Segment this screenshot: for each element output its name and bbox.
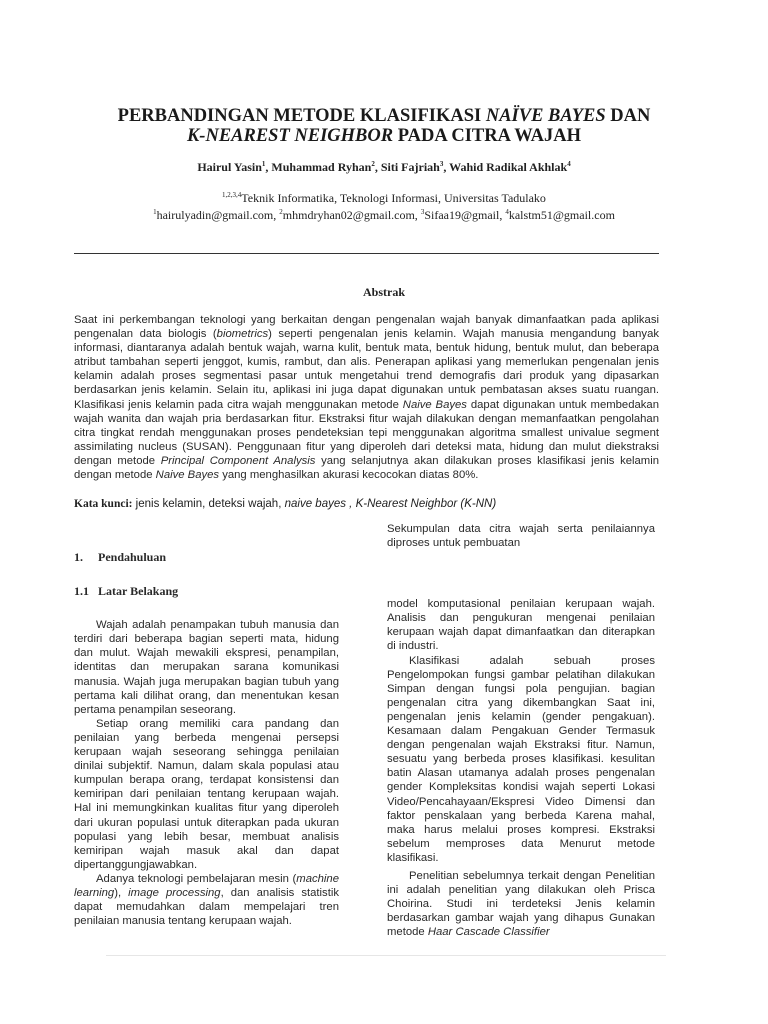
- paragraph: Wajah adalah penampakan tubuh manusia dan terdiri dari beberapa bagian seperti mata, hidung dan mulut. Wajah mewakili ekspresi, penampilan, identitas dan merupakan sarana komunikasi manusia. Wajah juga merupakan bagian tubuh yang pertama kali dilihat orang, dan menentukan kesan pertama penampilan seseorang.: [74, 619, 339, 716]
- paragraph: model komputasional penilaian kerupaan wajah. Analisis dan pengukuran mengenai penilaian kerupaan wajah dapat dimanfaatkan dan diterapkan di industri.: [387, 598, 655, 653]
- paragraph: Klasifikasi adalah sebuah proses Pengelompokan fungsi gambar pelatihan dilakukan Simpan dengan fungsi pola pengujian. bagian pengenalan citra yang dikembangkan Saat ini, pengenalan jenis kelamin (gender pengakuan). Kesamaan dalam Pengakuan Gender Termasuk dengan pengenalan wajah Ekstraksi fitur. Namun, sesuatu yang berbeda proses klasifikasi. kesulitan batin Alasan utamanya adalah proses pengenalan gender Kompleksitas kondisi wajah seperti Lokasi Video/Pencahayaan/Ekspresi Video Dimensi dan faktor penskalaan yang berbeda Karena mahal, maka harus melalui proses kompresi. Ekstraksi sebelum memproses data Menurut metode klasifikasi.: [387, 654, 655, 864]
- paragraph: Adanya teknologi pembelajaran mesin (machine learning), image processing, dan analisis statistik dapat memudahkan dalam mempelajari tren penilaian manusia tentang kerupaan wajah.: [74, 872, 339, 928]
- author: Muhammad Ryhan$^2$,: [271, 160, 381, 174]
- author: Wahid Radikal Akhlak$^4$: [449, 160, 571, 174]
- footer-divider: [106, 955, 666, 956]
- author-list: [60, 160, 708, 175]
- right-column: [387, 522, 655, 939]
- left-column: [74, 550, 339, 928]
- abstract-heading: Abstrak: [362, 285, 405, 299]
- paragraph: Setiap orang memiliki cara pandang dan penilaian yang berbeda mengenai persepsi kerupaan wajah seseorang sehingga penilaian dinilai subjektif. Namun, dalam skala populasi atau kumpulan berapa orang, terdapat konsistensi dan kemiripan dari penilaian tentang kerupaan wajah. Hal ini memungkinkan kualitas fitur yang diperoleh dari ukuran populasi untuk diterapkan pada ukuran populasi yang lebih besar, membuat analisis kemiripan wajah masuk akal dan dapat dipertanggungjawabkan.: [74, 717, 339, 871]
- affiliation: $^{1,2,3,4}$Teknik Informatika, Teknologi Informasi, Universitas Tadulako: [222, 191, 546, 205]
- title-line-2: K-NEAREST NEIGHBOR PADA CITRA WAJAH: [186, 126, 582, 146]
- abstract-body: Saat ini perkembangan teknologi yang berkaitan dengan pengenalan wajah banyak dimanfaatkan pada aplikasi pengenalan data biologis (biometrics) seperti pengenalan jenis kelamin. Wajah manusia mengandung banyak informasi, diantaranya adalah bentuk wajah, warna kulit, bentuk mata, bentuk hidung, bentuk mulut, dan beberapa atribut tambahan seperti jenggot, kumis, rambut, dan alis. Penerapan aplikasi yang memerlukan pengenalan jenis kelamin adalah proses segmentasi pasar untuk mengetahui trend demografis dari produk yang dipasarkan berdasarkan jenis kelamin. Selain itu, aplikasi ini juga dapat digunakan untuk pembatasan akses suatu ruangan. Klasifikasi jenis kelamin pada citra wajah menggunakan metode Naive Bayes dapat digunakan untuk membedakan wajah wanita dan wajah pria berdasarkan fitur. Ekstraksi fitur wajah dilakukan dengan memanfaatkan pengolahan citra tingkat rendah menggunakan proses pendeteksian tepi menggunakan algoritma smallest univalue segment assimilating nucleus (SUSAN). Penggunaan fitur yang diperoleh dari deteksi mata, hidung dan mulut diekstraksi dengan metode Principal Component Analysis yang selanjutnya akan dilakukan proses klasifikasi jenis kelamin dengan metode Naive Bayes yang menghasilkan akurasi kecocokan diatas 80%.: [74, 314, 660, 482]
- paragraph: Penelitian sebelumnya terkait dengan Penelitian ini adalah penelitian yang dilakukan oleh Prisca Choirina. Studi ini terdeteksi Jenis kelamin berdasarkan gambar wajah yang dihapus Gunakan metode Haar Cascade Classifier: [387, 869, 655, 939]
- keywords: Kata kunci: jenis kelamin, deteksi wajah, naive bayes , K-Nearest Neighbor (K-NN): [74, 498, 497, 510]
- author: Hairul Yasin$^1$,: [197, 160, 272, 174]
- title-line-1: PERBANDINGAN METODE KLASIFIKASI NAÏVE BAYES DAN: [117, 106, 651, 126]
- paper-title: [60, 106, 708, 146]
- email-list: $^1$hairulyadin@gmail.com, $^2$mhmdryhan02@gmail.com, $^3$Sifaa19@gmail, $^4$kalstm51@gmail.com: [153, 208, 615, 222]
- section-title: 1. Pendahuluan: [74, 550, 167, 564]
- paragraph: Sekumpulan data citra wajah serta penilaiannya diproses untuk pembuatan: [387, 523, 655, 550]
- subsection-title: 1.1 Latar Belakang: [74, 584, 179, 599]
- header-divider: [74, 253, 659, 254]
- author: Siti Fajriah$^3$,: [380, 160, 450, 174]
